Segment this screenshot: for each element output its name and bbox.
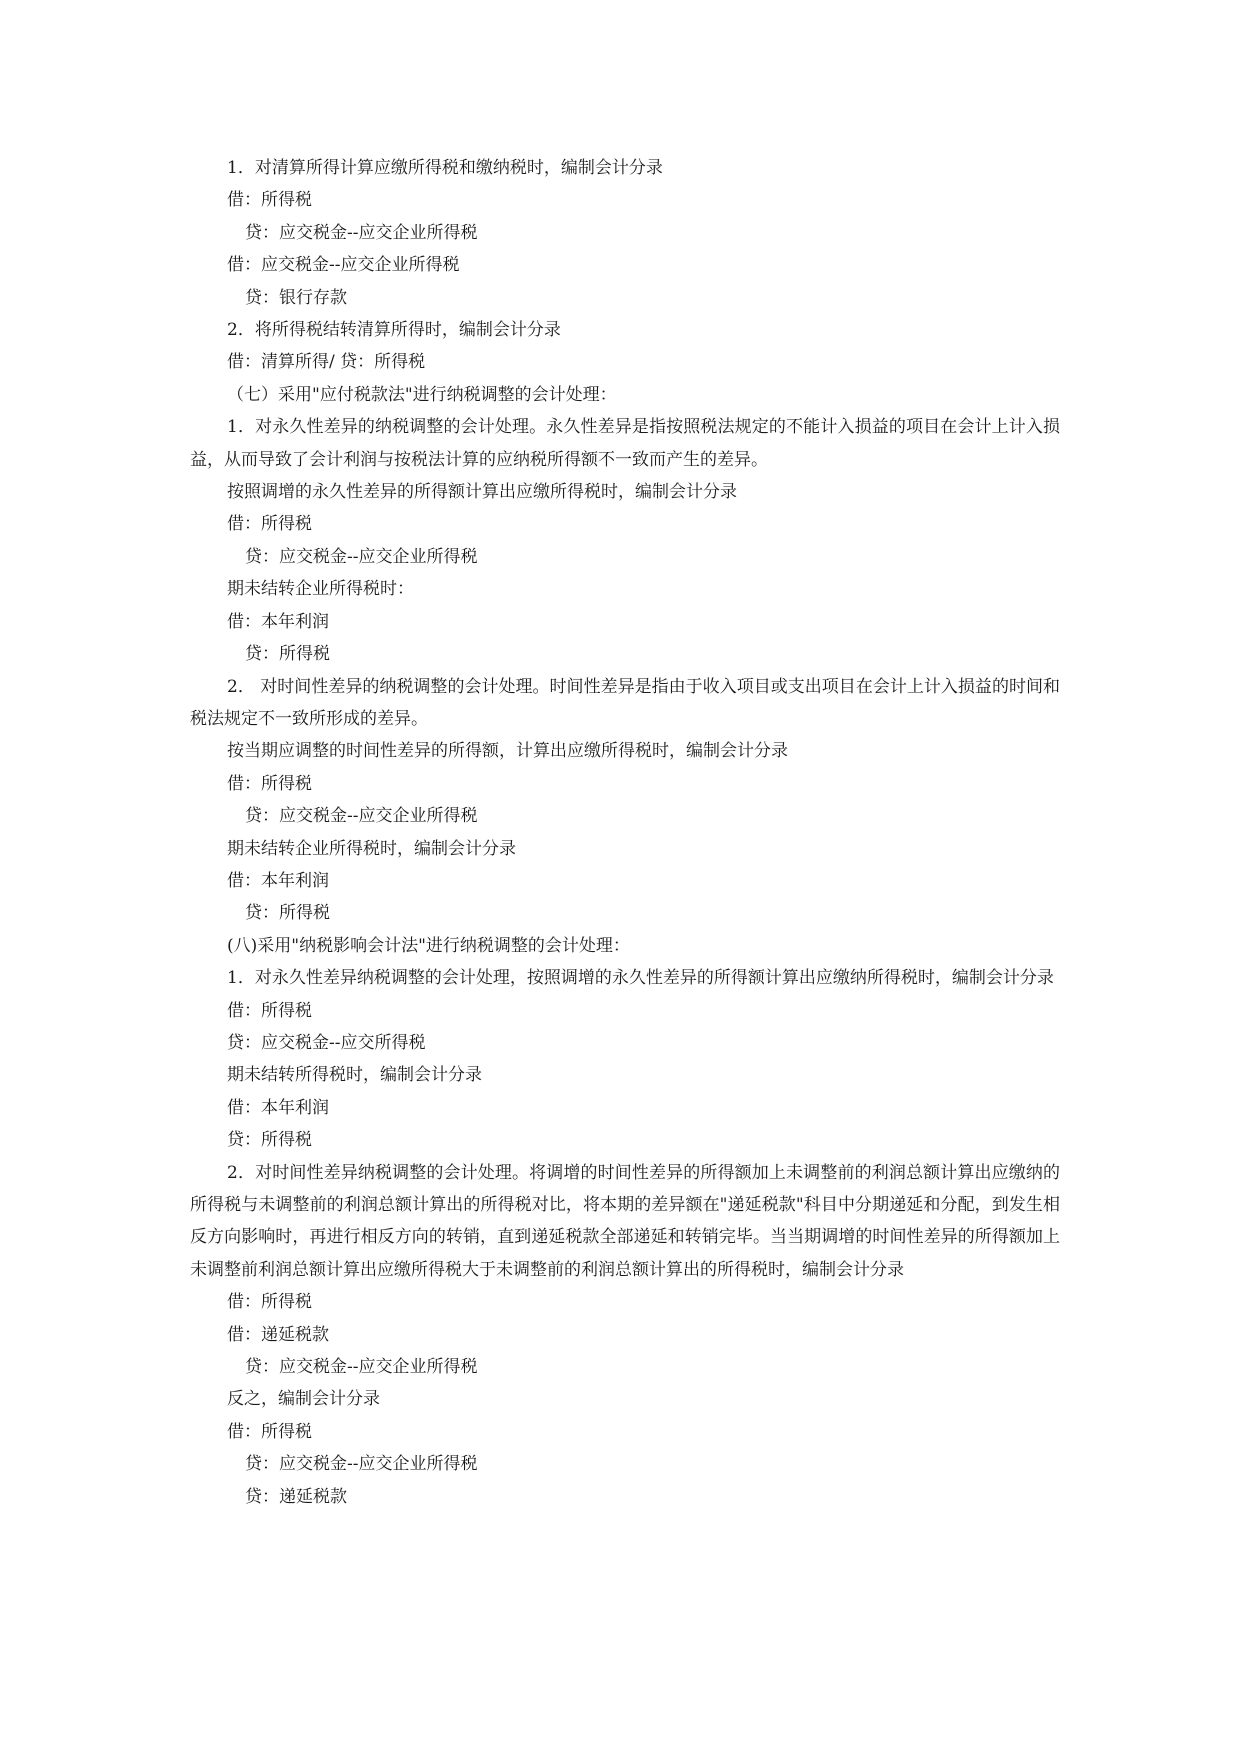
section-heading-8: (八)采用"纳税影响会计法"进行纳税调整的会计处理： <box>227 935 630 956</box>
journal-credit-line: 贷：所得税 <box>245 903 330 924</box>
document-body <box>190 152 1060 1513</box>
instruction-line: 反之，编制会计分录 <box>227 1389 380 1410</box>
journal-credit-line: 贷：银行存款 <box>245 287 347 308</box>
section-heading-7: （七）采用"应付税款法"进行纳税调整的会计处理： <box>227 384 617 405</box>
paragraph-timing-difference: 2． 对时间性差异的纳税调整的会计处理。时间性差异是指由于收入项目或支出项目在会计上计入损益的时间和税法规定不一致所形成的差异。 <box>190 676 1060 729</box>
journal-credit-line: 贷：所得税 <box>227 1130 312 1151</box>
journal-credit-line: 贷：应交税金--应交企业所得税 <box>245 546 478 567</box>
journal-debit-line: 借：所得税 <box>227 1292 312 1313</box>
journal-debit-line: 借：应交税金--应交企业所得税 <box>227 255 460 276</box>
journal-debit-line: 借：所得税 <box>227 1421 312 1442</box>
journal-credit-line: 贷：应交税金--应交所得税 <box>227 1032 426 1053</box>
instruction-line: 期未结转企业所得税时，编制会计分录 <box>227 838 516 859</box>
instruction-line: 期未结转企业所得税时： <box>227 579 414 600</box>
journal-entry-line: 借：清算所得/ 贷：所得税 <box>227 352 426 373</box>
journal-debit-line: 借：所得税 <box>227 1000 312 1021</box>
journal-credit-line: 贷：所得税 <box>245 644 330 665</box>
journal-debit-line: 借：所得税 <box>227 773 312 794</box>
journal-debit-line: 借：本年利润 <box>227 611 329 632</box>
journal-credit-line: 贷：递延税款 <box>245 1486 347 1507</box>
journal-credit-line: 贷：应交税金--应交企业所得税 <box>245 1357 478 1378</box>
paragraph-permanent-difference-tax-effect: 1．对永久性差异纳税调整的会计处理，按照调增的永久性差异的所得额计算出应缴纳所得税时，编制会计分录 <box>227 968 1054 989</box>
journal-debit-line: 借：本年利润 <box>227 1097 329 1118</box>
heading-item-1: 1．对清算所得计算应缴所得税和缴纳税时，编制会计分录 <box>227 158 663 178</box>
heading-item-2: 2．将所得税结转清算所得时，编制会计分录 <box>227 320 561 341</box>
instruction-line: 按当期应调整的时间性差异的所得额，计算出应缴所得税时，编制会计分录 <box>227 741 788 762</box>
instruction-line: 按照调增的永久性差异的所得额计算出应缴所得税时，编制会计分录 <box>227 482 737 503</box>
instruction-line: 期未结转所得税时，编制会计分录 <box>227 1065 482 1086</box>
journal-debit-line: 借：所得税 <box>227 514 312 535</box>
journal-credit-line: 贷：应交税金--应交企业所得税 <box>245 222 478 243</box>
journal-credit-line: 贷：应交税金--应交企业所得税 <box>245 806 478 827</box>
journal-debit-line: 借：所得税 <box>227 190 312 211</box>
paragraph-timing-difference-tax-effect: 2．对时间性差异纳税调整的会计处理。将调增的时间性差异的所得额加上未调整前的利润总额计算出应缴纳的所得税与未调整前的利润总额计算出的所得税对比，将本期的差异额在"递延税款"科目中分期递延和分配，到发生相反方向影响时，再进行相反方向的转销，直到递延税款全部递延和转销完毕。当当期调增的时间性差异的所得额加上未调整前利润总额计算出应缴所得税大于未调整前的利润总额计算出的所得税时，编制会计分录 <box>190 1162 1060 1280</box>
paragraph-permanent-difference: 1．对永久性差异的纳税调整的会计处理。永久性差异是指按照税法规定的不能计入损益的项目在会计上计入损益，从而导致了会计利润与按税法计算的应纳税所得额不一致而产生的差异。 <box>190 417 1060 470</box>
journal-debit-line: 借：递延税款 <box>227 1324 329 1345</box>
journal-debit-line: 借：本年利润 <box>227 870 329 891</box>
journal-credit-line: 贷：应交税金--应交企业所得税 <box>245 1454 478 1475</box>
